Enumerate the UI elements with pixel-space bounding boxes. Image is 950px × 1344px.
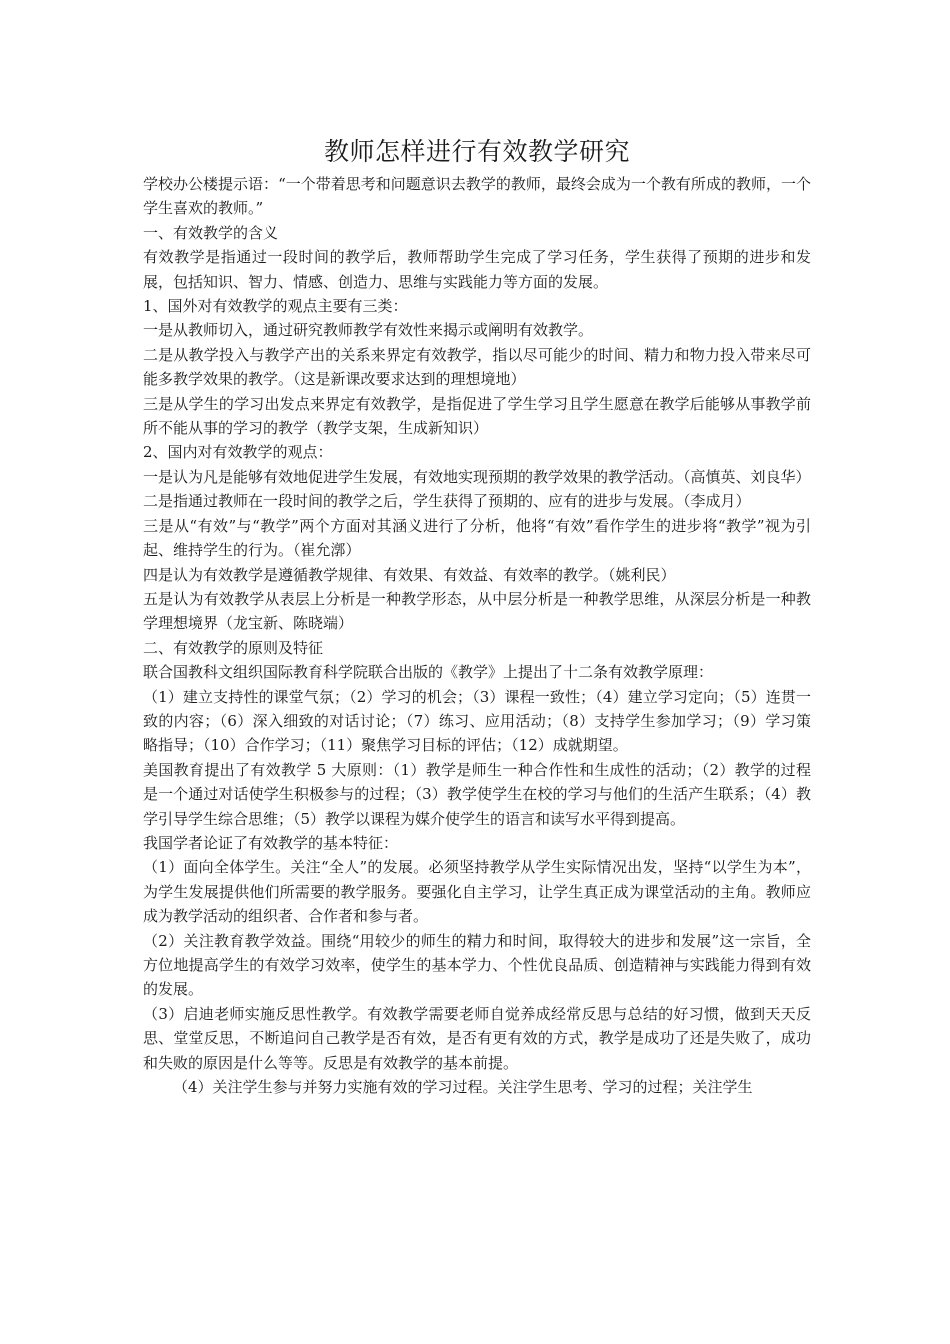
paragraph: （4）关注学生参与并努力实施有效的学习过程。关注学生思考、学习的过程；关注学生 [173,1078,753,1097]
paragraph: （3）启迪老师实施反思性教学。有效教学需要老师自觉养成经常反思与总结的好习惯，做到天天反思、堂堂反思，不断追问自己教学是否有效，是否有更有效的方式，教学是成功了还是失败了，成功和失败的原因是什么等等。反思是有效教学的基本前提。 [143,1004,811,1072]
paragraph: 二是指通过教师在一段时间的教学之后，学生获得了预期的、应有的进步与发展。（李成月） [143,492,751,511]
paragraph: 五是认为有效教学从表层上分析是一种教学形态，从中层分析是一种教学思维，从深层分析是一种教学理想境界（龙宝新、陈晓端） [143,589,811,633]
paragraph: 四是认为有效教学是遵循教学规律、有效果、有效益、有效率的教学。（姚利民） [143,565,676,584]
paragraph: （1）面向全体学生。关注“全人”的发展。必须坚持教学从学生实际情况出发，坚持“以学生为本”，为学生发展提供他们所需要的教学服务。要强化自主学习，让学生真正成为课堂活动的主角。教师应成为教学活动的组织者、合作者和参与者。 [143,858,811,926]
section-heading: 二、有效教学的原则及特征 [143,638,324,657]
paragraph: 一是认为凡是能够有效地促进学生发展，有效地实现预期的教学效果的教学活动。（高慎英、刘良华） [143,467,811,486]
paragraph: 一是从教师切入，通过研究教师教学有效性来揭示或阐明有效教学。 [143,321,594,340]
subsection-heading: 1、国外对有效教学的观点主要有三类： [143,297,408,316]
paragraph: 三是从学生的学习出发点来界定有效教学，是指促进了学生学习且学生愿意在教学后能够从事教学前所不能从事的学习的教学（教学支架，生成新知识） [143,394,811,438]
paragraph: 联合国教科文组织国际教育科学院联合出版的《教学》上提出了十二条有效教学原理： [143,663,714,682]
section-heading: 一、有效教学的含义 [143,223,279,242]
document-page [143,132,811,1099]
paragraph: 二是从教学投入与教学产出的关系来界定有效教学，指以尽可能少的时间、精力和物力投入带来尽可能多教学效果的教学。（这是新课改要求达到的理想境地） [143,345,811,389]
paragraph: （2）关注教育教学效益。围绕“用较少的师生的精力和时间，取得较大的进步和发展”这一宗旨，全方位地提高学生的有效学习效率，使学生的基本学力、个性优良品质、创造精神与实践能力得到有效的发展。 [143,931,811,999]
document-title: 教师怎样进行有效教学研究 [323,137,630,166]
subsection-heading: 2、国内对有效教学的观点： [143,443,333,462]
paragraph: 美国教育提出了有效教学 5 大原则：（1）教学是师生一种合作性和生成性的活动；（2）教学的过程是一个通过对话使学生积极参与的过程；（3）教学使学生在校的学习与他们的生活产生联系；（4）教学引导学生综合思维；（5）教学以课程为媒介使学生的语言和读写水平得到提高。 [143,760,811,828]
paragraph: 三是从“有效”与“教学”两个方面对其涵义进行了分析，他将“有效”看作学生的进步将“教学”视为引起、维持学生的行为。（崔允漷） [143,516,811,560]
paragraph: 我国学者论证了有效教学的基本特征： [143,833,399,852]
paragraph: （1）建立支持性的课堂气氛；（2）学习的机会；（3）课程一致性；（4）建立学习定向；（5）连贯一致的内容；（6）深入细致的对话讨论；（7）练习、应用活动；（8）支持学生参加学习；（9）学习策略指导；（10）合作学习；（11）聚焦学习目标的评估；（12）成就期望。 [143,687,811,755]
paragraph: 学校办公楼提示语：“一个带着思考和问题意识去教学的教师，最终会成为一个教有所成的教师，一个学生喜欢的教师。” [143,175,811,218]
paragraph: 有效教学是指通过一段时间的教学后，教师帮助学生完成了学习任务，学生获得了预期的进步和发展，包括知识、智力、情感、创造力、思维与实践能力等方面的发展。 [143,248,811,291]
